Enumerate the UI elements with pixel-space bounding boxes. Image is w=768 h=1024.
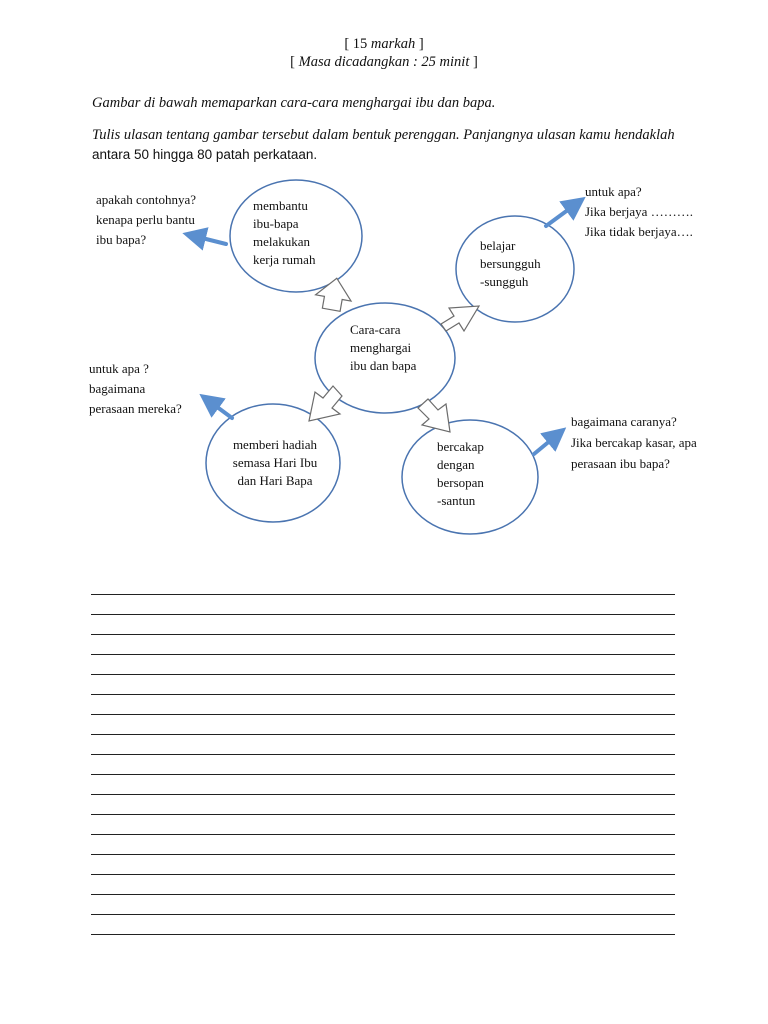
instruction-italic: Tulis ulasan tentang gambar tersebut dalam bentuk perenggan. Panjangnya ulasan kamu hendaklah: [92, 127, 675, 143]
circle-label-line: bersungguh: [480, 256, 541, 271]
circle-label-line: -santun: [437, 493, 476, 508]
bottom-right-circle-label: [437, 438, 484, 510]
top-left-circle-label: [253, 197, 315, 269]
bottom-left-circle-label: [218, 436, 332, 490]
prompt-line: bagaimana caranya?: [571, 414, 677, 429]
prompt-line: perasaan mereka?: [89, 401, 182, 416]
time-text: Masa dicadangkan : 25 minit: [298, 54, 470, 70]
hollow-arrow-up-right: [441, 306, 479, 331]
writing-line: [91, 695, 675, 715]
writing-line: [91, 795, 675, 815]
circle-label-line: dengan: [437, 457, 475, 472]
hollow-arrow-down-right: [418, 399, 450, 432]
prompt-top-right: [585, 182, 693, 242]
top-right-circle-label: [480, 237, 541, 291]
prompt-bottom-left: [89, 359, 182, 419]
circle-label-line: bersopan: [437, 475, 484, 490]
circle-label-line: memberi hadiah: [232, 437, 318, 452]
writing-line: [91, 575, 675, 595]
prompt-bottom-right: [571, 411, 697, 474]
center-label-line: ibu dan bapa: [350, 358, 417, 373]
writing-line: [91, 875, 675, 895]
writing-line: [91, 755, 675, 775]
circle-label-line: membantu: [253, 198, 308, 213]
prompt-line: untuk apa?: [585, 184, 642, 199]
writing-line: [91, 635, 675, 655]
circle-label-line: dan Hari Bapa: [237, 473, 313, 488]
writing-line: [91, 675, 675, 695]
writing-line: [91, 855, 675, 875]
circle-label-line: ibu-bapa: [253, 216, 299, 231]
writing-line: [91, 595, 675, 615]
circle-label-line: semasa Hari Ibu: [232, 455, 318, 470]
circle-label-line: belajar: [480, 238, 516, 253]
prompt-line: apakah contohnya?: [96, 192, 196, 207]
blue-arrow-bottom-left: [209, 401, 232, 418]
prompt-line: Jika bercakap kasar, apa: [571, 435, 697, 450]
writing-line: [91, 915, 675, 935]
marks-word: markah: [370, 36, 416, 52]
blue-arrow-top-left: [194, 236, 226, 244]
prompt-line: Jika berjaya ……….: [585, 204, 693, 219]
instruction-line-1: Gambar di bawah memaparkan cara-cara menghargai ibu dan bapa.: [92, 95, 496, 111]
center-label-line: menghargai: [350, 340, 412, 355]
instruction-word-count: antara 50 hingga 80 patah perkataan.: [92, 147, 318, 162]
answer-writing-area[interactable]: [91, 575, 675, 935]
writing-line: [91, 815, 675, 835]
prompt-line: ibu bapa?: [96, 232, 147, 247]
circle-label-line: -sungguh: [480, 274, 529, 289]
writing-line: [91, 615, 675, 635]
prompt-line: Jika tidak berjaya….: [585, 224, 693, 239]
circle-label-line: bercakap: [437, 439, 484, 454]
blue-arrow-top-right: [546, 204, 576, 226]
prompt-line: kenapa perlu bantu: [96, 212, 195, 227]
prompt-line: perasaan ibu bapa?: [571, 456, 670, 471]
prompt-line: bagaimana: [89, 381, 146, 396]
circle-label-line: melakukan: [253, 234, 311, 249]
prompt-line: untuk apa ?: [89, 361, 149, 376]
center-label-line: Cara-cara: [350, 322, 401, 337]
time-prefix: [: [290, 54, 299, 70]
writing-line: [91, 775, 675, 795]
center-label: [350, 321, 416, 375]
writing-line: [91, 655, 675, 675]
writing-line: [91, 715, 675, 735]
hollow-arrow-down-left: [309, 386, 342, 421]
writing-line: [91, 895, 675, 915]
writing-line: [91, 835, 675, 855]
blue-arrow-bottom-right: [534, 435, 557, 454]
marks-suffix: ]: [415, 36, 424, 52]
circle-label-line: kerja rumah: [253, 252, 316, 267]
writing-line: [91, 735, 675, 755]
time-suffix: ]: [469, 54, 478, 70]
marks-prefix: [ 15: [344, 36, 371, 52]
prompt-top-left: [96, 190, 196, 250]
